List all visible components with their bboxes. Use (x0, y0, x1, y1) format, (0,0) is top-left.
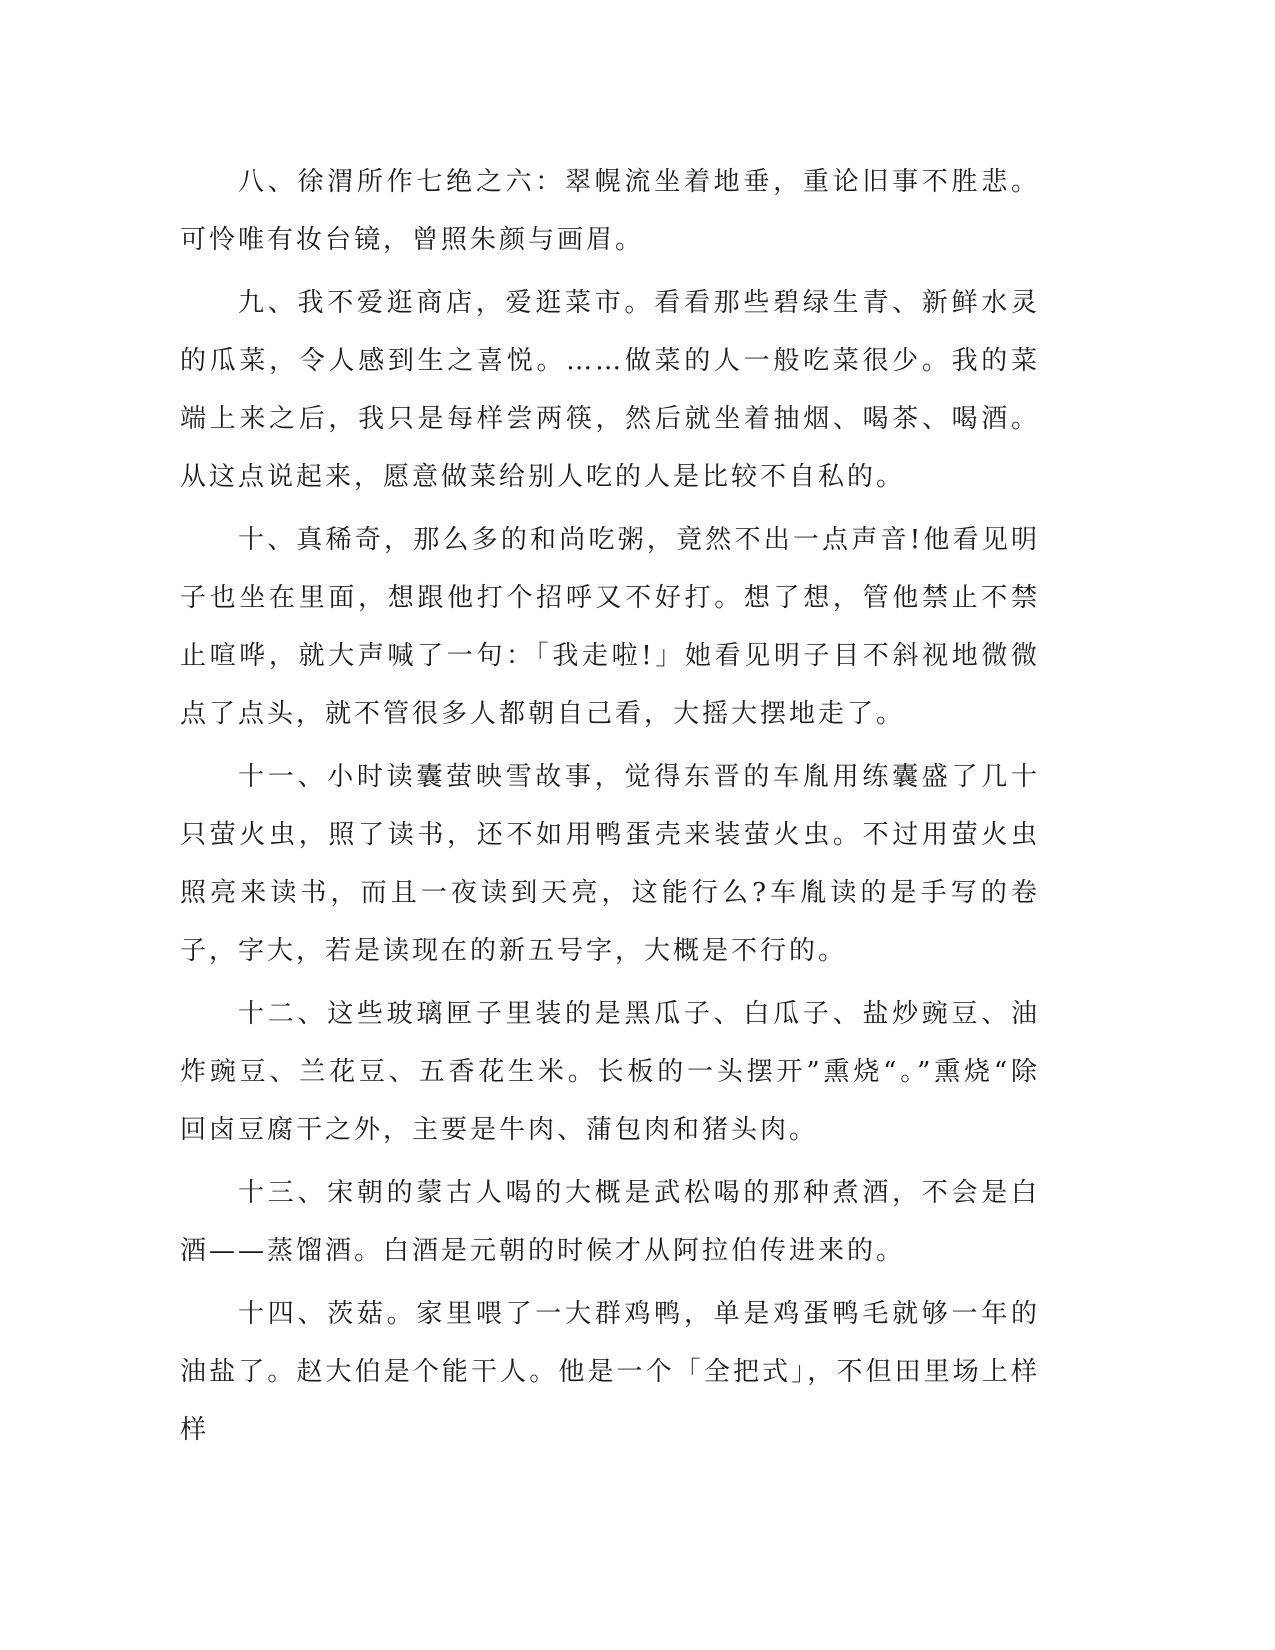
paragraph-11: 十一、小时读囊萤映雪故事，觉得东晋的车胤用练囊盛了几十只萤火虫，照了读书，还不如用鸭蛋壳来装萤火虫。不过用萤火虫照亮来读书，而且一夜读到天亮，这能行么?车胤读的是手写的卷子，字大，若是读现在的新五号字，大概是不行的。 (180, 762, 1040, 966)
document-body (180, 153, 1040, 1464)
paragraph-9: 九、我不爱逛商店，爱逛菜市。看看那些碧绿生青、新鲜水灵的瓜菜，令人感到生之喜悦。……做菜的人一般吃菜很少。我的菜端上来之后，我只是每样尝两筷，然后就坐着抽烟、喝茶、喝酒。从这点说起来，愿意做菜给别人吃的人是比较不自私的。 (180, 288, 1040, 492)
paragraph-14: 十四、茨菇。家里喂了一大群鸡鸭，单是鸡蛋鸭毛就够一年的油盐了。赵大伯是个能干人。他是一个「全把式」，不但田里场上样样 (180, 1299, 1040, 1445)
paragraph-8: 八、徐渭所作七绝之六：翠幌流坐着地垂，重论旧事不胜悲。可怜唯有妆台镜，曾照朱颜与画眉。 (180, 167, 1040, 255)
paragraph-13: 十三、宋朝的蒙古人喝的大概是武松喝的那种煮酒，不会是白酒——蒸馏酒。白酒是元朝的时候才从阿拉伯传进来的。 (180, 1178, 1040, 1266)
paragraph-10: 十、真稀奇，那么多的和尚吃粥，竟然不出一点声音!他看见明子也坐在里面，想跟他打个招呼又不好打。想了想，管他禁止不禁止喧哗，就大声喊了一句：「我走啦!」她看见明子目不斜视地微微点了点头，就不管很多人都朝自己看，大摇大摆地走了。 (180, 525, 1040, 729)
paragraph-12: 十二、这些玻璃匣子里装的是黑瓜子、白瓜子、盐炒豌豆、油炸豌豆、兰花豆、五香花生米。长板的一头摆开”熏烧“。”熏烧“除回卤豆腐干之外，主要是牛肉、蒲包肉和猪头肉。 (180, 999, 1040, 1145)
